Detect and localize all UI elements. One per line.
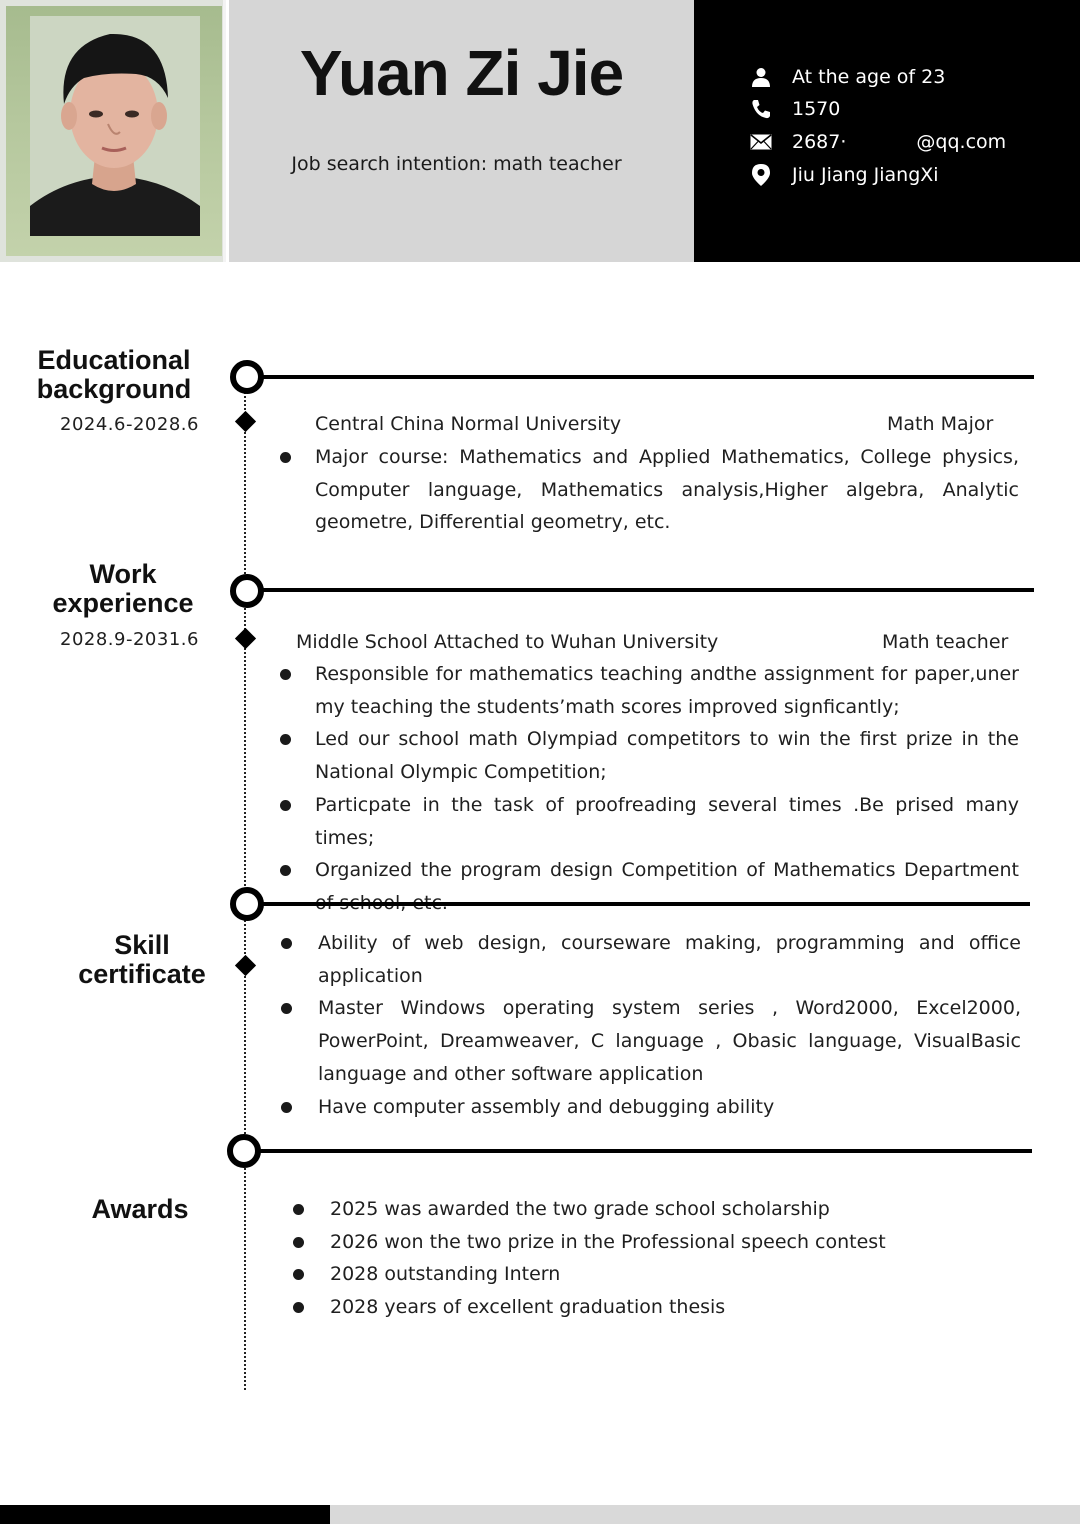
email-prefix: 2687·: [792, 131, 847, 153]
phone-text: 1570: [792, 98, 841, 120]
list-item-text: Organized the program design Competition of Mathematics Department: [315, 859, 1019, 882]
list-item-text: Major course: Mathematics and Applied Mathematics, College physics, Computer language, Mathematics analysis,Higher algebra, Analytic geometre, Differential geometry, etc.: [315, 446, 1019, 534]
section-rule-skills: [262, 902, 1030, 906]
section-title-education: Educational background: [36, 345, 192, 404]
work-role: Math teacher: [882, 631, 1009, 653]
list-item: [281, 1091, 1021, 1124]
section-rule-education: [262, 375, 1034, 379]
list-item: [293, 1258, 993, 1291]
bullet-dot: [281, 1003, 292, 1014]
section-title-skills: Skill certificate: [78, 930, 206, 989]
timeline-node-awards: [227, 1134, 261, 1168]
list-item: [278, 658, 1019, 723]
location-pin-icon: [750, 164, 772, 186]
list-item: [281, 992, 1021, 1090]
bullet-dot: [280, 865, 291, 876]
timeline-node-education: [230, 360, 264, 394]
name-panel: [229, 0, 694, 262]
photo-panel: [0, 0, 226, 262]
age-text: At the age of 23: [792, 66, 946, 88]
list-item: [278, 854, 1019, 919]
contact-panel: [694, 0, 1080, 262]
bullet-dot: [293, 1204, 304, 1215]
list-item: [278, 441, 1019, 539]
work-employer: Middle School Attached to Wuhan University: [296, 631, 719, 653]
list-item-text: 2025 was awarded the two grade school scholarship: [330, 1198, 830, 1220]
work-bullet-list: [278, 658, 1019, 920]
list-item-text: Ability of web design, courseware making, programming and office application: [318, 932, 1021, 987]
bullet-dot: [281, 938, 292, 949]
bullet-dot: [281, 1102, 292, 1113]
section-rule-awards: [259, 1149, 1032, 1153]
list-item-text: 2028 outstanding Intern: [330, 1263, 561, 1286]
list-item-text: 2026 won the two prize in the Professional speech contest: [330, 1230, 886, 1253]
person-icon: [750, 66, 772, 88]
education-bullet-list: [278, 441, 1019, 539]
list-item-text: 2028 years of excellent graduation thesis: [330, 1296, 726, 1319]
email-domain: @qq.com: [916, 131, 1007, 153]
list-item: [293, 1291, 993, 1324]
list-item-text: Have computer assembly and debugging ability: [318, 1095, 775, 1118]
education-school: Central China Normal University: [315, 413, 622, 435]
mail-icon: [750, 131, 772, 153]
timeline-node-work: [230, 574, 264, 608]
contact-location: [750, 162, 939, 188]
section-title-work: Work experience: [52, 559, 194, 618]
list-item-text: Master Windows operating system series , Word2000, Excel2000, PowerPoint, Dreamweaver, C language , Obasic language, VisualBasic language and other software application: [318, 997, 1021, 1085]
job-intention: Job search intention: math teacher: [291, 153, 622, 175]
list-item-text: Led our school math Olympiad competitors to win the first prize in the National Olympic Competition;: [315, 728, 1019, 784]
email-redaction: [846, 132, 916, 152]
phone-icon: [750, 98, 772, 120]
list-item-text: Responsible for mathematics teaching andthe assignment for paper,uner my teaching the students’math scores improved signficantly;: [315, 663, 1019, 718]
section-title-awards: Awards: [91, 1194, 189, 1224]
bullet-dot: [293, 1269, 304, 1280]
education-date: 2024.6-2028.6: [60, 414, 199, 435]
list-item-text: Particpate in the task of proofreading several times .Be prised many times;: [315, 793, 1019, 849]
list-item: [278, 789, 1019, 854]
skills-bullet-list: [281, 927, 1021, 1123]
candidate-name: Yuan Zi Jie: [299, 37, 624, 109]
bullet-dot: [280, 452, 291, 463]
contact-age: [750, 64, 945, 90]
bullet-dot: [280, 800, 291, 811]
bullet-dot: [280, 734, 291, 745]
location-text: Jiu Jiang JiangXi: [792, 164, 939, 186]
list-item: [293, 1193, 993, 1226]
contact-phone: [750, 96, 930, 122]
list-item: [293, 1226, 993, 1259]
list-item: [278, 723, 1019, 788]
work-date: 2028.9-2031.6: [60, 629, 199, 650]
list-item: [281, 927, 1021, 992]
contact-email: [750, 129, 1006, 155]
resume-header: [0, 0, 1080, 262]
footer-bar-grey: [330, 1505, 1080, 1524]
timeline-diamond-education: [235, 411, 256, 432]
profile-photo: [6, 6, 222, 256]
education-major: Math Major: [887, 413, 994, 435]
awards-bullet-list: [293, 1193, 993, 1324]
phone-redaction: [840, 99, 930, 119]
timeline-node-skills: [230, 887, 264, 921]
bullet-dot: [293, 1302, 304, 1313]
footer-bar-black: [0, 1505, 330, 1524]
section-rule-work: [262, 588, 1034, 592]
bullet-dot: [293, 1237, 304, 1248]
timeline-diamond-skills: [235, 955, 256, 976]
timeline-diamond-work: [235, 628, 256, 649]
bullet-dot: [280, 669, 291, 680]
